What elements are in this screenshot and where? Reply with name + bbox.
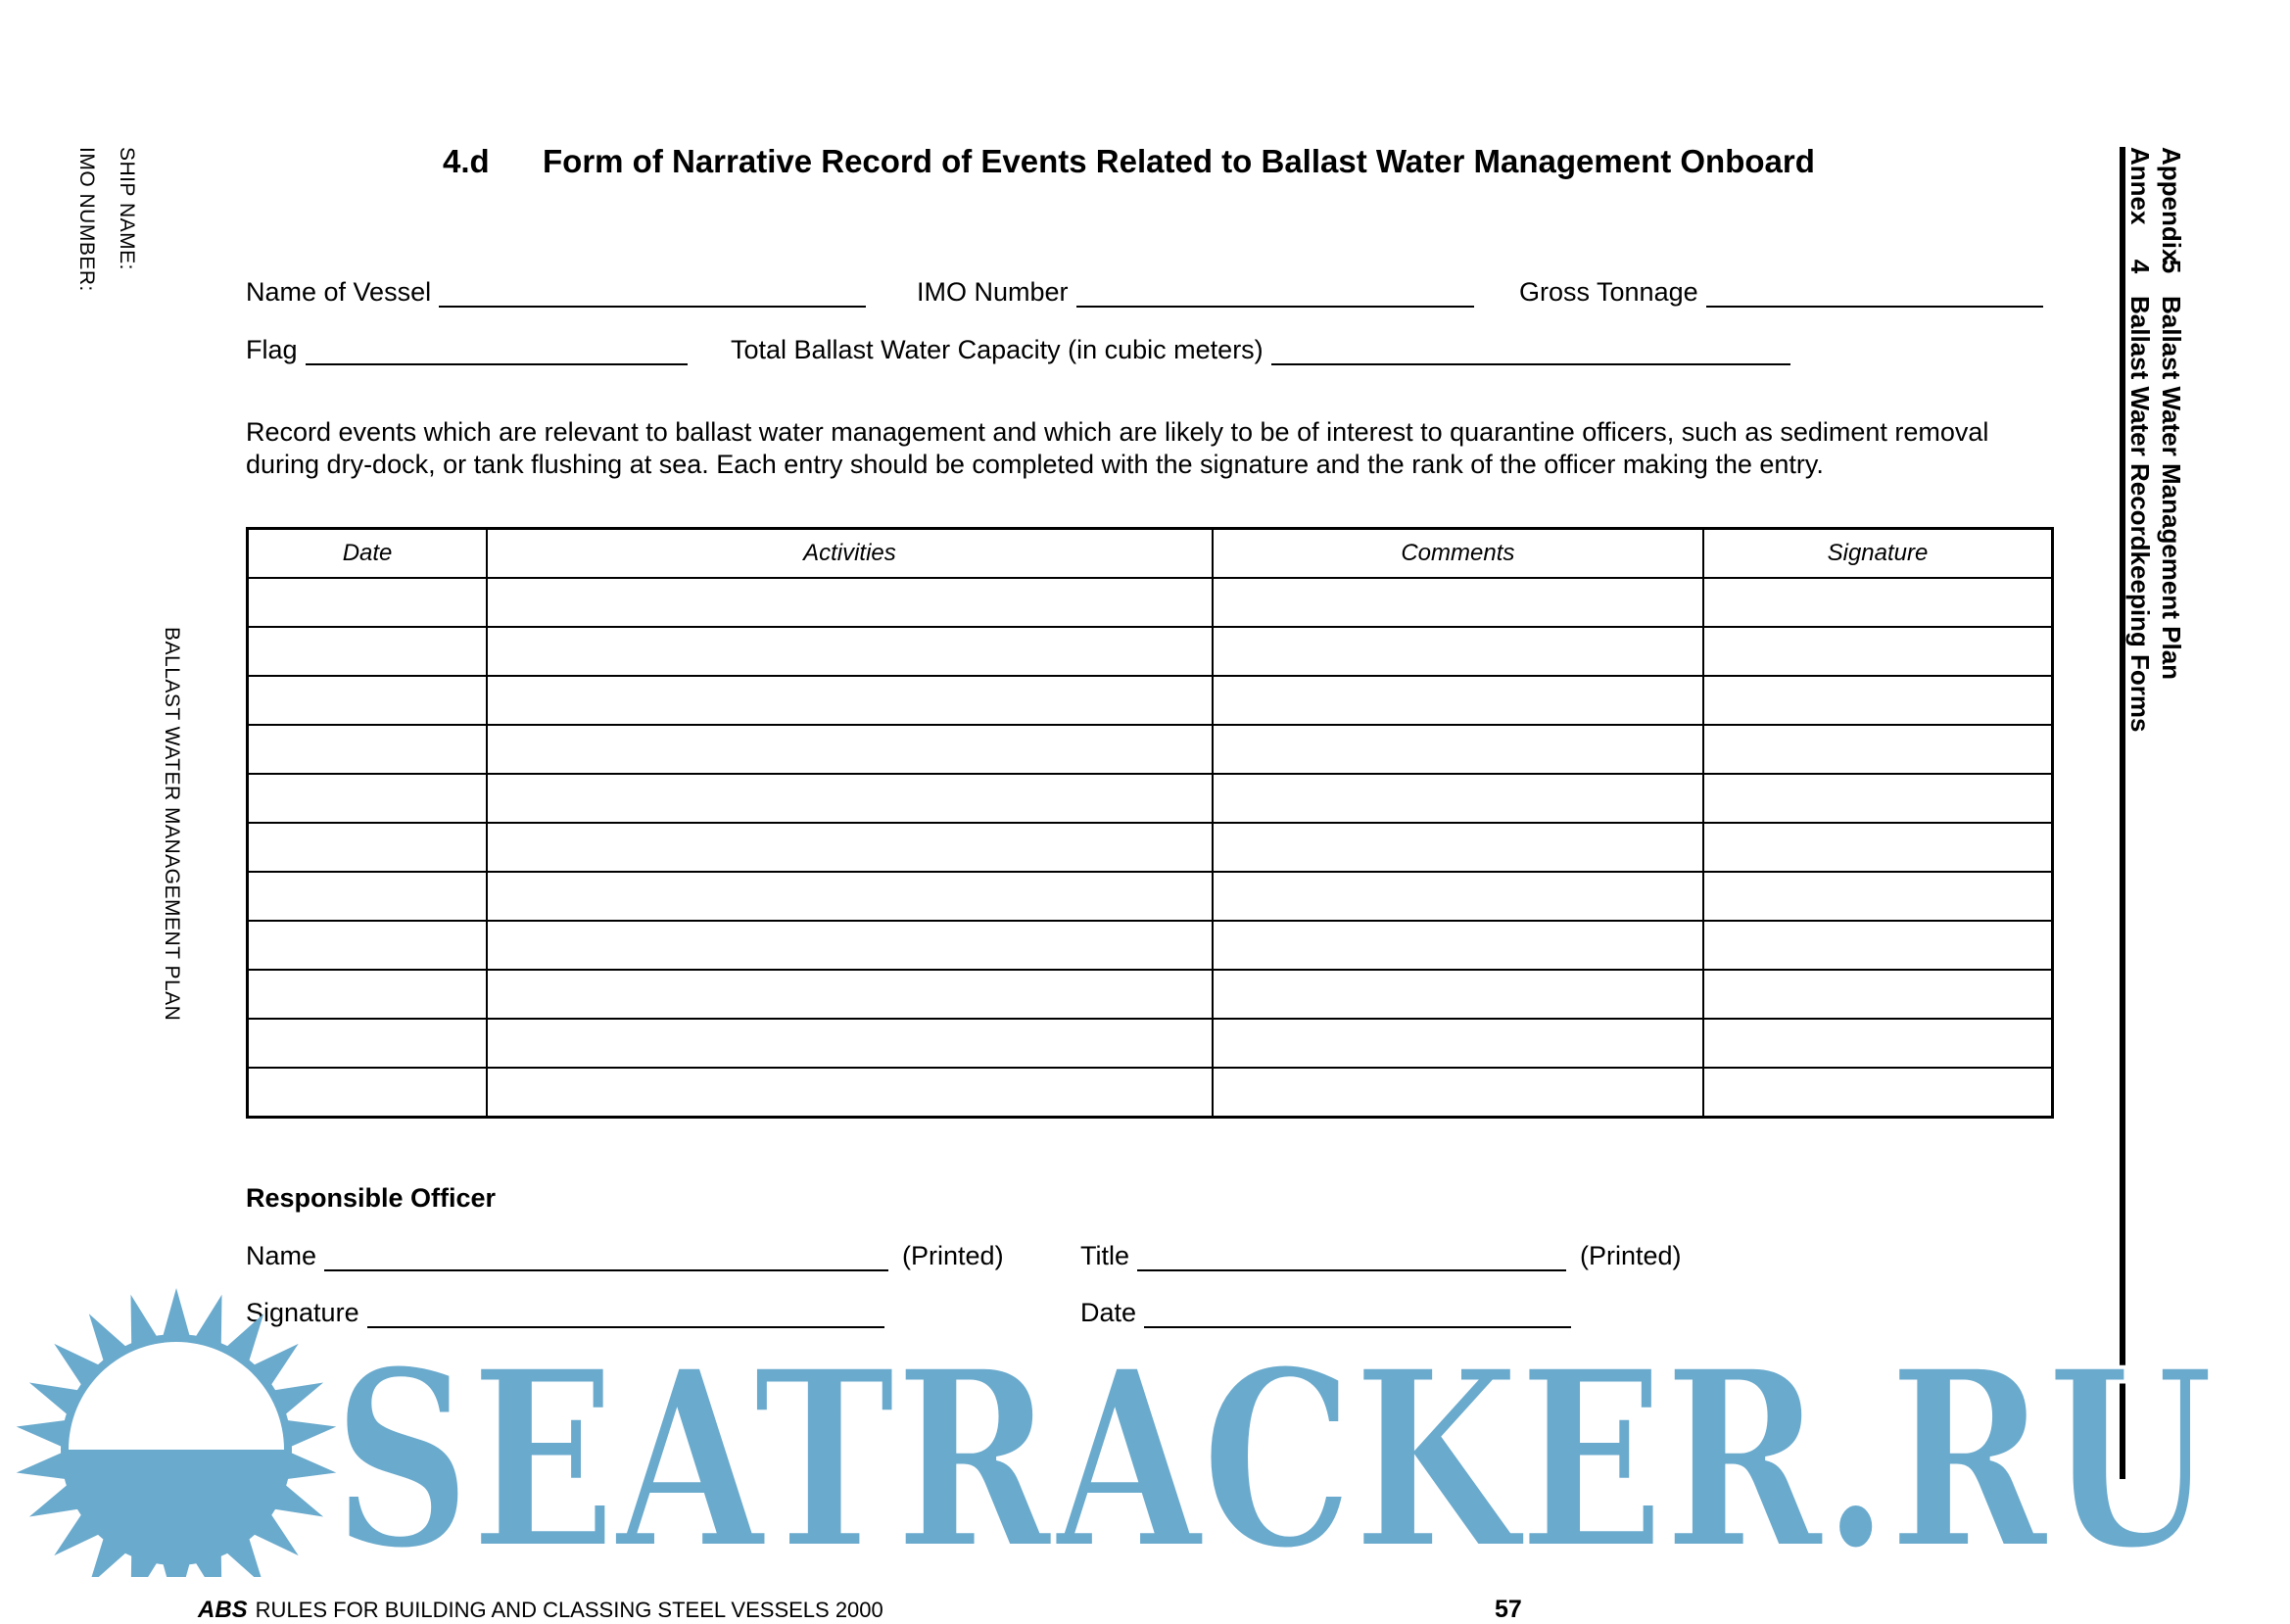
- officer-title-printed: (Printed): [1580, 1241, 1682, 1270]
- capacity-label: Total Ballast Water Capacity (in cubic meters): [731, 335, 1264, 364]
- table-row: [248, 578, 2053, 627]
- gross-tonnage-line[interactable]: [1706, 280, 2043, 308]
- flag-line[interactable]: [306, 338, 688, 365]
- comments-cell[interactable]: [1213, 872, 1703, 921]
- date-cell[interactable]: [248, 725, 488, 774]
- comments-cell[interactable]: [1213, 970, 1703, 1019]
- signature-cell[interactable]: [1703, 872, 2053, 921]
- appendix-line: [2157, 147, 2186, 680]
- officer-title-label: Title: [1080, 1241, 1130, 1270]
- footer-org: ABS: [198, 1597, 248, 1623]
- signature-cell[interactable]: [1703, 823, 2053, 872]
- annex-line: [2125, 147, 2155, 733]
- activities-cell[interactable]: [487, 872, 1213, 921]
- watermark-text: SEATRACKER.RU: [333, 1315, 2214, 1577]
- activities-cell[interactable]: [487, 627, 1213, 676]
- appendix-title: Ballast Water Management Plan: [2157, 296, 2186, 681]
- signature-cell[interactable]: [1703, 578, 2053, 627]
- comments-cell[interactable]: [1213, 774, 1703, 823]
- activities-cell[interactable]: [487, 921, 1213, 970]
- table-row: [248, 1068, 2053, 1118]
- officer-name-label: Name: [246, 1241, 317, 1270]
- activities-cell[interactable]: [487, 578, 1213, 627]
- signature-cell[interactable]: [1703, 970, 2053, 1019]
- instructions-text: Record events which are relevant to ballast water management and which are likely to be of interest to quarantine officers, such as sediment removal during dry-dock, or tank flushing at sea. Each entry should be completed with the signature and the rank of the officer making the entry.: [246, 417, 1989, 479]
- table-row: [248, 676, 2053, 725]
- flag-label: Flag: [246, 335, 298, 364]
- activities-cell[interactable]: [487, 774, 1213, 823]
- section-number: 4.d: [443, 143, 490, 179]
- signature-cell[interactable]: [1703, 774, 2053, 823]
- signature-cell[interactable]: [1703, 1068, 2053, 1118]
- date-cell[interactable]: [248, 627, 488, 676]
- comments-cell[interactable]: [1213, 725, 1703, 774]
- gross-tonnage-field[interactable]: [1519, 277, 2043, 308]
- signature-cell[interactable]: [1703, 627, 2053, 676]
- table-row: [248, 627, 2053, 676]
- appendix-label: Appendix: [2157, 147, 2186, 263]
- officer-date-label: Date: [1080, 1298, 1137, 1327]
- sun-logo-icon: [17, 1288, 337, 1577]
- officer-name-line[interactable]: [324, 1244, 888, 1271]
- officer-signature-label: Signature: [246, 1298, 359, 1327]
- table-row: [248, 970, 2053, 1019]
- right-margin-rule: [2120, 147, 2125, 1479]
- table-header-row: [248, 529, 2053, 579]
- table-row: [248, 1019, 2053, 1068]
- activities-cell[interactable]: [487, 676, 1213, 725]
- date-cell[interactable]: [248, 578, 488, 627]
- footer-page-number: 57: [1495, 1596, 1522, 1623]
- comments-cell[interactable]: [1213, 1019, 1703, 1068]
- activities-column-header: Activities: [487, 529, 1213, 579]
- imo-number-field-label: IMO Number: [917, 277, 1069, 307]
- comments-cell[interactable]: [1213, 823, 1703, 872]
- capacity-line[interactable]: [1271, 338, 1790, 365]
- signature-cell[interactable]: [1703, 725, 2053, 774]
- comments-cell[interactable]: [1213, 921, 1703, 970]
- date-cell[interactable]: [248, 1019, 488, 1068]
- imo-number-label: IMO NUMBER:: [75, 147, 98, 292]
- date-cell[interactable]: [248, 774, 488, 823]
- comments-cell[interactable]: [1213, 1068, 1703, 1118]
- table-row: [248, 921, 2053, 970]
- signature-column-header: Signature: [1703, 529, 2053, 579]
- comments-cell[interactable]: [1213, 627, 1703, 676]
- officer-title-field[interactable]: [1080, 1241, 1682, 1271]
- activities-cell[interactable]: [487, 1019, 1213, 1068]
- signature-cell[interactable]: [1703, 676, 2053, 725]
- date-cell[interactable]: [248, 823, 488, 872]
- officer-title-line[interactable]: [1137, 1244, 1566, 1271]
- title-text: Form of Narrative Record of Events Related to Ballast Water Management Onboard: [543, 143, 1815, 179]
- date-cell[interactable]: [248, 970, 488, 1019]
- officer-name-printed: (Printed): [902, 1241, 1004, 1270]
- imo-number-line[interactable]: [1076, 280, 1474, 308]
- annex-number: 4: [2125, 259, 2155, 274]
- footer-text: RULES FOR BUILDING AND CLASSING STEEL VESSELS 2000: [255, 1598, 883, 1622]
- gross-tonnage-label: Gross Tonnage: [1519, 277, 1698, 307]
- date-cell[interactable]: [248, 921, 488, 970]
- annex-title: Ballast Water Recordkeeping Forms: [2125, 296, 2155, 733]
- vessel-name-field[interactable]: [246, 277, 866, 308]
- activities-cell[interactable]: [487, 1068, 1213, 1118]
- vessel-name-label: Name of Vessel: [246, 277, 432, 307]
- activities-cell[interactable]: [487, 725, 1213, 774]
- flag-field[interactable]: [246, 335, 688, 365]
- date-column-header: Date: [248, 529, 488, 579]
- comments-column-header: Comments: [1213, 529, 1703, 579]
- table-row: [248, 872, 2053, 921]
- comments-cell[interactable]: [1213, 578, 1703, 627]
- plan-label: BALLAST WATER MANAGEMENT PLAN: [161, 627, 183, 1022]
- signature-cell[interactable]: [1703, 921, 2053, 970]
- vessel-name-line[interactable]: [439, 280, 866, 308]
- date-cell[interactable]: [248, 872, 488, 921]
- officer-name-field[interactable]: [246, 1241, 1004, 1271]
- signature-cell[interactable]: [1703, 1019, 2053, 1068]
- annex-label: Annex: [2125, 147, 2155, 225]
- imo-number-field[interactable]: [917, 277, 1474, 308]
- table-row: [248, 823, 2053, 872]
- responsible-officer-heading: Responsible Officer: [246, 1183, 497, 1213]
- capacity-field[interactable]: [731, 335, 1790, 365]
- date-cell[interactable]: [248, 676, 488, 725]
- date-cell[interactable]: [248, 1068, 488, 1118]
- comments-cell[interactable]: [1213, 676, 1703, 725]
- appendix-number: 5: [2157, 259, 2186, 274]
- table-row: [248, 725, 2053, 774]
- activities-cell[interactable]: [487, 970, 1213, 1019]
- narrative-record-table: [246, 527, 2054, 1119]
- ship-name-label: SHIP NAME:: [116, 147, 138, 270]
- watermark: [0, 1283, 2290, 1577]
- activities-cell[interactable]: [487, 823, 1213, 872]
- page-title: [443, 143, 1815, 180]
- table-row: [248, 774, 2053, 823]
